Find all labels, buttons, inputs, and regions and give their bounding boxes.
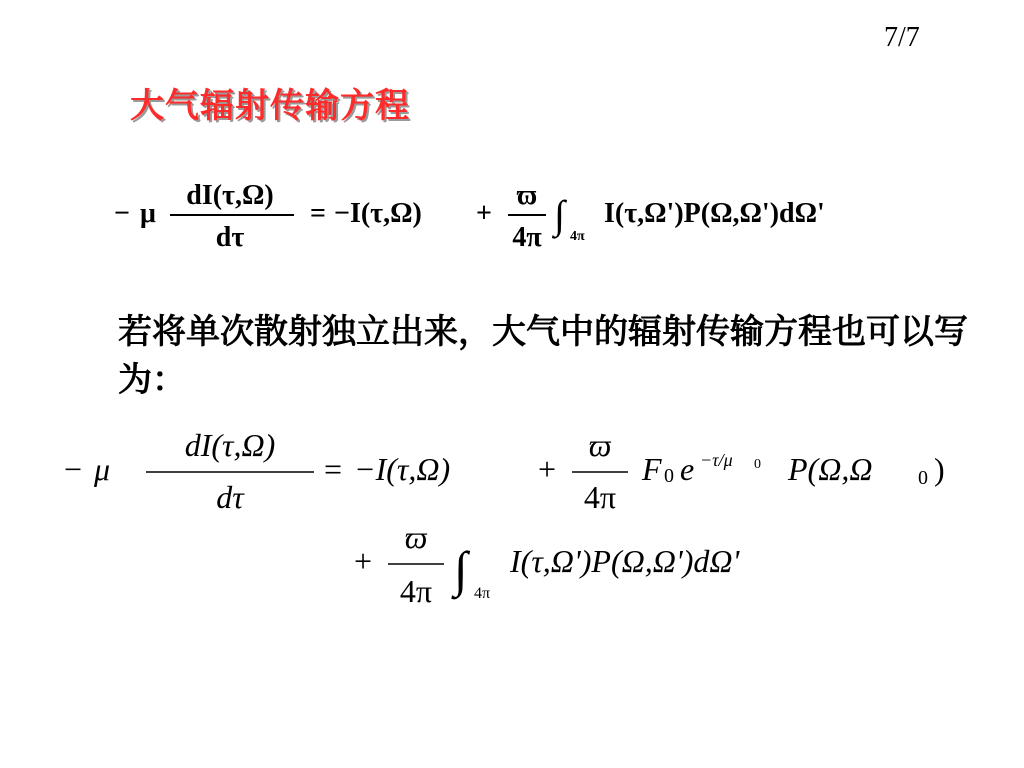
eq2-phase-function: P(Ω,Ω [788, 451, 873, 487]
eq2-plus: + [538, 451, 557, 487]
eq2-phase-subscript: 0 [918, 467, 928, 489]
equation-1 [110, 170, 950, 270]
eq2-mu: μ [94, 451, 111, 487]
eq1-equals: = [310, 198, 326, 229]
eq2-integrand: I(τ,Ω')P(Ω,Ω')dΩ' [510, 543, 740, 579]
eq2-F-subscript: 0 [664, 465, 674, 487]
eq2-coef2-numerator: ϖ [404, 519, 428, 555]
eq2-exponent-subscript: 0 [754, 457, 761, 472]
eq2-F: F [642, 451, 662, 487]
eq1-minus: − [114, 198, 130, 229]
eq1-rhs-term1: −I(τ,Ω) [334, 198, 422, 229]
page-number: 7/7 [884, 22, 920, 53]
slide-title: 大气辐射传输方程 [130, 86, 410, 126]
eq2-integral-subscript: 4π [474, 585, 491, 602]
eq2-frac-denominator: dτ [216, 479, 244, 515]
eq1-frac-denominator: dτ [215, 222, 245, 253]
eq2-equals: = [324, 451, 343, 487]
integral-icon: ∫ [454, 541, 468, 597]
eq2-plus-line2: + [354, 543, 373, 579]
eq1-integrand: I(τ,Ω')P(Ω,Ω')dΩ' [604, 198, 825, 229]
eq2-coef-denominator: 4π [583, 479, 617, 515]
eq2-phase-close: ) [934, 451, 945, 487]
eq2-exponential-base: e [680, 451, 695, 487]
eq2-minus: − [64, 451, 83, 487]
eq2-exponent: −τ/μ [700, 450, 733, 470]
eq2-rhs-term1: −I(τ,Ω) [354, 451, 451, 487]
eq1-coef-numerator: ϖ [516, 180, 538, 211]
eq1-frac-numerator: dI(τ,Ω) [186, 180, 274, 211]
eq1-integral-subscript: 4π [570, 229, 585, 244]
eq1-coef-denominator: 4π [512, 222, 542, 253]
eq1-plus: + [476, 198, 492, 229]
equation-2 [60, 420, 980, 620]
eq2-coef2-denominator: 4π [399, 573, 433, 609]
integral-icon: ∫ [554, 192, 565, 237]
eq2-frac-numerator: dI(τ,Ω) [184, 427, 276, 463]
body-paragraph: 若将单次散射独立出来，大气中的辐射传输方程也可以写为： [118, 312, 968, 400]
eq1-mu: μ [140, 198, 156, 229]
eq2-coef-numerator: ϖ [588, 427, 612, 463]
